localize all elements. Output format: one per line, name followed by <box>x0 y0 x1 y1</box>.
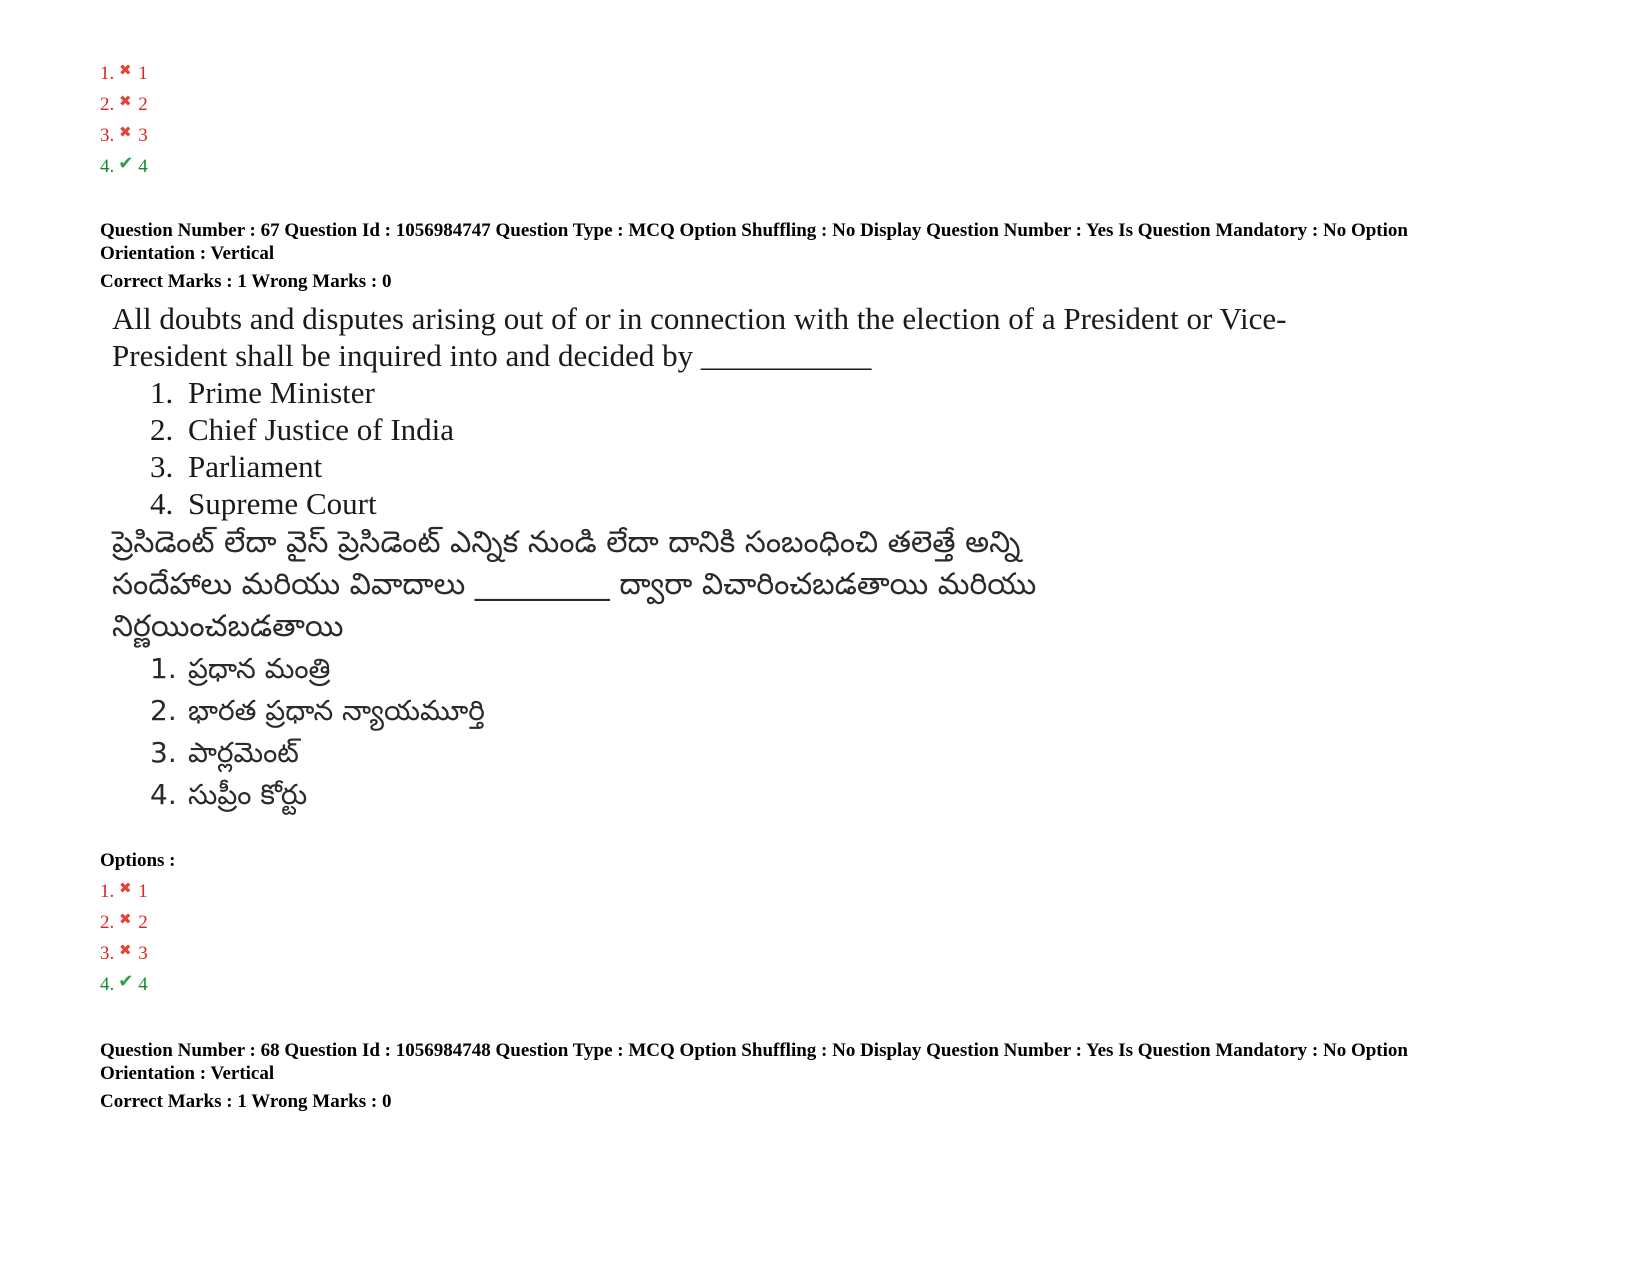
question-option-te: 1. ప్రధాన మంత్రి <box>150 652 331 685</box>
check-mark-icon: ✔ <box>118 153 134 173</box>
question-68-marks: Correct Marks : 1 Wrong Marks : 0 <box>100 1091 392 1112</box>
check-mark-icon: ✔ <box>118 971 134 991</box>
option-item: 1. ✖ 1 <box>100 876 148 907</box>
question-option-en: 2. Chief Justice of India <box>150 412 455 447</box>
question-text-telugu <box>112 522 1342 816</box>
cross-mark-icon: ✖ <box>118 881 132 897</box>
question-meta-line: Question Number : 67 Question Id : 1056984747 Question Type : MCQ Option Shuffling : No Display Question Number : Yes Is Question Mandatory : No Option <box>100 220 1408 241</box>
cross-mark-icon: ✖ <box>118 125 132 141</box>
question-option-te: 4. సుప్రీం కోర్టు <box>150 778 308 811</box>
option-item: 1. ✖ 1 <box>100 58 148 89</box>
question-text-te: నిర్ణయించబడతాయి <box>112 609 344 644</box>
cross-mark-icon: ✖ <box>118 912 132 928</box>
options-label: Options : <box>100 850 176 871</box>
question-options-te <box>112 648 1342 816</box>
question-67-meta <box>100 219 1550 265</box>
question-67-marks: Correct Marks : 1 Wrong Marks : 0 <box>100 271 392 292</box>
question-meta-line: Question Number : 68 Question Id : 1056984748 Question Type : MCQ Option Shuffling : No Display Question Number : Yes Is Question Mandatory : No Option <box>100 1040 1408 1061</box>
option-item: 2. ✖ 2 <box>100 907 148 938</box>
question-text-te: ప్రెసిడెంట్ లేదా వైస్ ప్రెసిడెంట్ ఎన్నిక నుండి లేదా దానికి సంబంధించి తలెత్తే అన్ని <box>112 525 1021 560</box>
question-option-te: 2. భారత ప్రధాన న్యాయమూర్తి <box>150 694 485 727</box>
question-meta-line: Orientation : Vertical <box>100 243 275 264</box>
option-item: 3. ✖ 3 <box>100 120 148 151</box>
question-option-en: 1. Prime Minister <box>150 375 375 410</box>
question-67-body <box>112 300 1342 816</box>
question-67-options <box>100 876 148 1000</box>
question-options-en <box>112 374 1342 522</box>
question-option-te: 3. పార్లమెంట్ <box>150 736 299 769</box>
previous-question-options <box>100 58 148 182</box>
option-item-correct: 4. ✔ 4 <box>100 969 148 1000</box>
question-option-en: 3. Parliament <box>150 449 323 484</box>
option-item: 2. ✖ 2 <box>100 89 148 120</box>
cross-mark-icon: ✖ <box>118 943 132 959</box>
cross-mark-icon: ✖ <box>118 94 132 110</box>
question-text-en: President shall be inquired into and decided by ___________ <box>112 338 872 373</box>
question-68-meta <box>100 1039 1550 1085</box>
option-item: 3. ✖ 3 <box>100 938 148 969</box>
question-text-te: సందేహాలు మరియు వివాదాలు _________ ద్వారా విచారించబడతాయి మరియు <box>112 567 1037 602</box>
cross-mark-icon: ✖ <box>118 63 132 79</box>
question-option-en: 4. Supreme Court <box>150 486 377 521</box>
question-text-en: All doubts and disputes arising out of or in connection with the election of a President or Vice- <box>112 301 1287 336</box>
question-meta-line: Orientation : Vertical <box>100 1063 275 1084</box>
option-item-correct: 4. ✔ 4 <box>100 151 148 182</box>
